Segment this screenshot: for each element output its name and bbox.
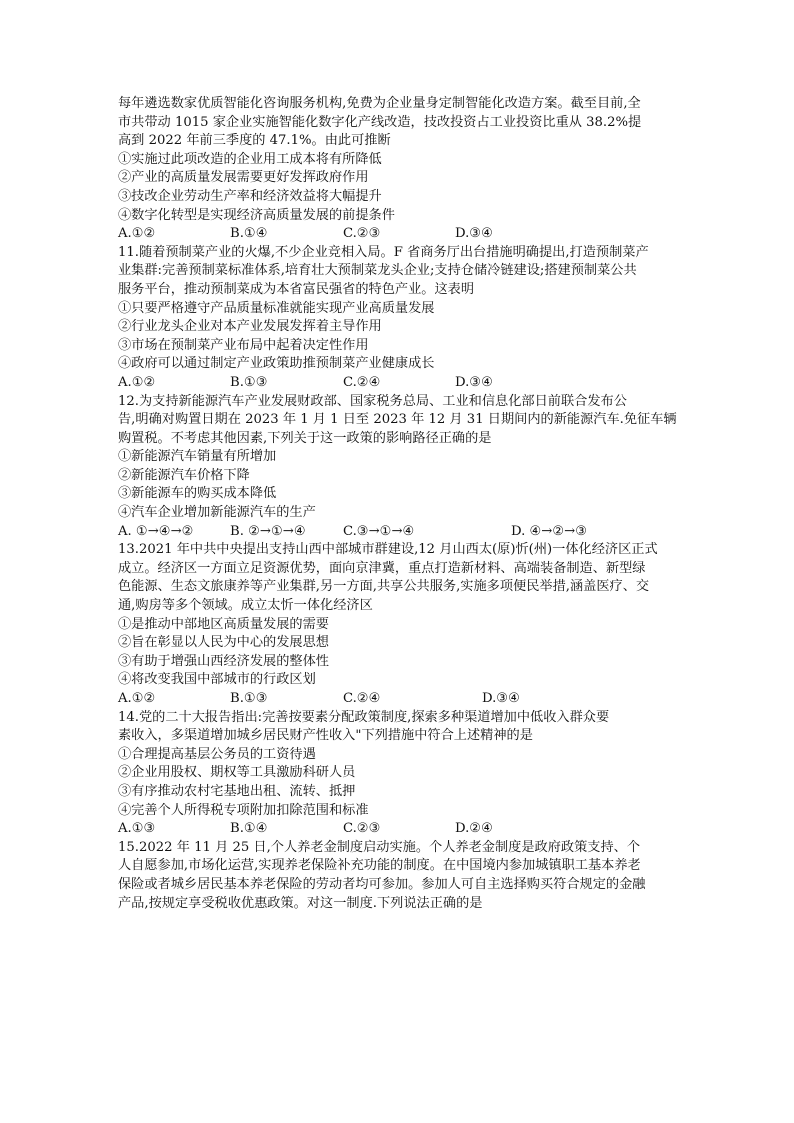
- question-stem: 人自愿参加,市场化运营,实现养老保险补充功能的制度。在中国境内参加城镇职工基本养老: [118, 858, 641, 874]
- statement-2: ②旨在彰显以人民为中心的发展思想: [118, 635, 329, 651]
- question-stem: 15.2022 年 11 月 25 日,个人养老金制度启动实施。个人养老金制度是政府政策支持、个: [118, 839, 641, 855]
- statement-1: ①只要严格遵守产品质量标准就能实现产业高质量发展: [118, 300, 435, 316]
- question-stem: 色能源、生态文旅康养等产业集群,另一方面,共享公共服务,实施多项便民举措,涵盖医疗、交: [118, 579, 650, 595]
- statement-3: ③有序推动农村宅基地出租、流转、抵押: [118, 783, 356, 799]
- statement-1: ①是推动中部地区高质量发展的需要: [118, 616, 329, 632]
- statement-3: ③新能源车的购买成本降低: [118, 486, 277, 502]
- option-a: A.①③: [118, 821, 156, 837]
- option-d: D.③④: [455, 374, 493, 390]
- question-14: [118, 709, 678, 839]
- answer-options: [118, 690, 678, 709]
- statement-1: ①实施过此项改造的企业用工成本将有所降低: [118, 151, 382, 167]
- statement-2: ②行业龙头企业对本产业发展发挥着主导作用: [118, 319, 382, 335]
- option-a: A.①②: [118, 691, 156, 706]
- option-a: A.①②: [118, 374, 156, 390]
- option-b: B.①③: [230, 374, 268, 390]
- option-d: D.②④: [455, 821, 493, 837]
- question-stem: 告,明确对购置日期在 2023 年 1 月 1 日至 2023 年 12 月 31 日期间内的新能源汽车.免征车辆: [118, 412, 677, 428]
- statement-2: ②企业用股权、期权等工具激励科研人员: [118, 765, 356, 781]
- question-15: [118, 839, 678, 913]
- question-stem: 素收入，多渠道增加城乡居民财产性收入"下列措施中符合上述精神的是: [118, 728, 533, 744]
- option-c: C.③→①→④: [343, 523, 415, 539]
- statement-1: ①新能源汽车销量有所增加: [118, 449, 277, 465]
- question-10-continued: [118, 95, 678, 244]
- option-b: B.①④: [230, 226, 268, 242]
- option-a: A.①②: [118, 226, 156, 242]
- text-line: 市共带动 1015 家企业实施智能化数字化产线改造，技改投资占工业投资比重从 38.2%提: [118, 114, 642, 130]
- statement-3: ③技改企业劳动生产率和经济效益将大幅提升: [118, 188, 382, 204]
- answer-options: [118, 374, 678, 393]
- statement-1: ①合理提高基层公务员的工资待遇: [118, 746, 316, 762]
- statement-4: ④将改变我国中部城市的行政区划: [118, 672, 316, 688]
- question-stem: 购置税。不考虑其他因素,下列关于这一政策的影响路径正确的是: [118, 430, 492, 446]
- option-c: C.②③: [343, 226, 381, 242]
- statement-4: ④汽车企业增加新能源汽车的生产: [118, 505, 316, 521]
- answer-options: [118, 225, 678, 244]
- document-page: [118, 95, 678, 913]
- question-stem: 13.2021 年中共中央提出支持山西中部城市群建设,12 月山西太(原)忻(州)一体化经济区正式: [118, 542, 658, 558]
- statement-2: ②新能源汽车价格下降: [118, 467, 250, 483]
- option-d: D. ④→②→③: [511, 523, 588, 539]
- question-stem: 通,购房等多个领域。成立太忻一体化经济区: [118, 598, 373, 614]
- answer-options: [118, 820, 678, 839]
- question-13: [118, 541, 678, 708]
- text-line: 高到 2022 年前三季度的 47.1%。由此可推断: [118, 133, 391, 149]
- question-stem: 服务平台，推动预制菜成为本省富民强省的特色产业。这表明: [118, 281, 475, 297]
- question-stem: 12.为支持新能源汽车产业发展财政部、国家税务总局、工业和信息化部日前联合发布公: [118, 393, 627, 409]
- option-b: B. ②→①→④: [230, 523, 306, 539]
- option-a: A. ①→④→②: [118, 523, 194, 539]
- option-d: D.③④: [482, 691, 520, 706]
- statement-3: ③有助于增强山西经济发展的整体性: [118, 653, 329, 669]
- option-b: B.①③: [230, 691, 268, 706]
- question-stem: 成立。经济区一方面立足资源优势，面向京津冀，重点打造新材料、高端装备制造、新型绿: [118, 560, 646, 576]
- option-c: C.②④: [343, 691, 381, 706]
- statement-4: ④完善个人所得税专项附加扣除范围和标准: [118, 802, 369, 818]
- answer-options: [118, 523, 678, 542]
- question-stem: 业集群:完善预制菜标准体系,培育壮大预制菜龙头企业;支持仓储冷链建设;搭建预制菜公共: [118, 263, 637, 279]
- option-b: B.①④: [230, 821, 268, 837]
- text-line: 每年遴选数家优质智能化咨询服务机构,免费为企业量身定制智能化改造方案。截至目前,全: [118, 96, 641, 111]
- option-c: C.②③: [343, 821, 381, 837]
- statement-3: ③市场在预制菜产业布局中起着决定性作用: [118, 337, 369, 353]
- statement-2: ②产业的高质量发展需要更好发挥政府作用: [118, 170, 369, 186]
- question-stem: 保险或者城乡居民基本养老保险的劳动者均可参加。参加人可自主选择购买符合规定的金融: [118, 876, 646, 892]
- question-stem: 11.随着预制菜产业的火爆,不少企业竞相入局。F 省商务厅出台措施明确提出,打造预制菜产: [118, 244, 649, 260]
- question-stem: 14.党的二十大报告指出:完善按要素分配政策制度,探索多种渠道增加中低收入群众要: [118, 709, 610, 725]
- question-12: [118, 393, 678, 542]
- option-d: D.③④: [455, 226, 493, 242]
- question-11: [118, 244, 678, 393]
- statement-4: ④数字化转型是实现经济高质量发展的前提条件: [118, 207, 395, 223]
- statement-4: ④政府可以通过制定产业政策助推预制菜产业健康成长: [118, 356, 435, 372]
- question-stem: 产品,按规定享受税收优惠政策。对这一制度.下列说法正确的是: [118, 895, 483, 911]
- option-c: C.②④: [343, 374, 381, 390]
